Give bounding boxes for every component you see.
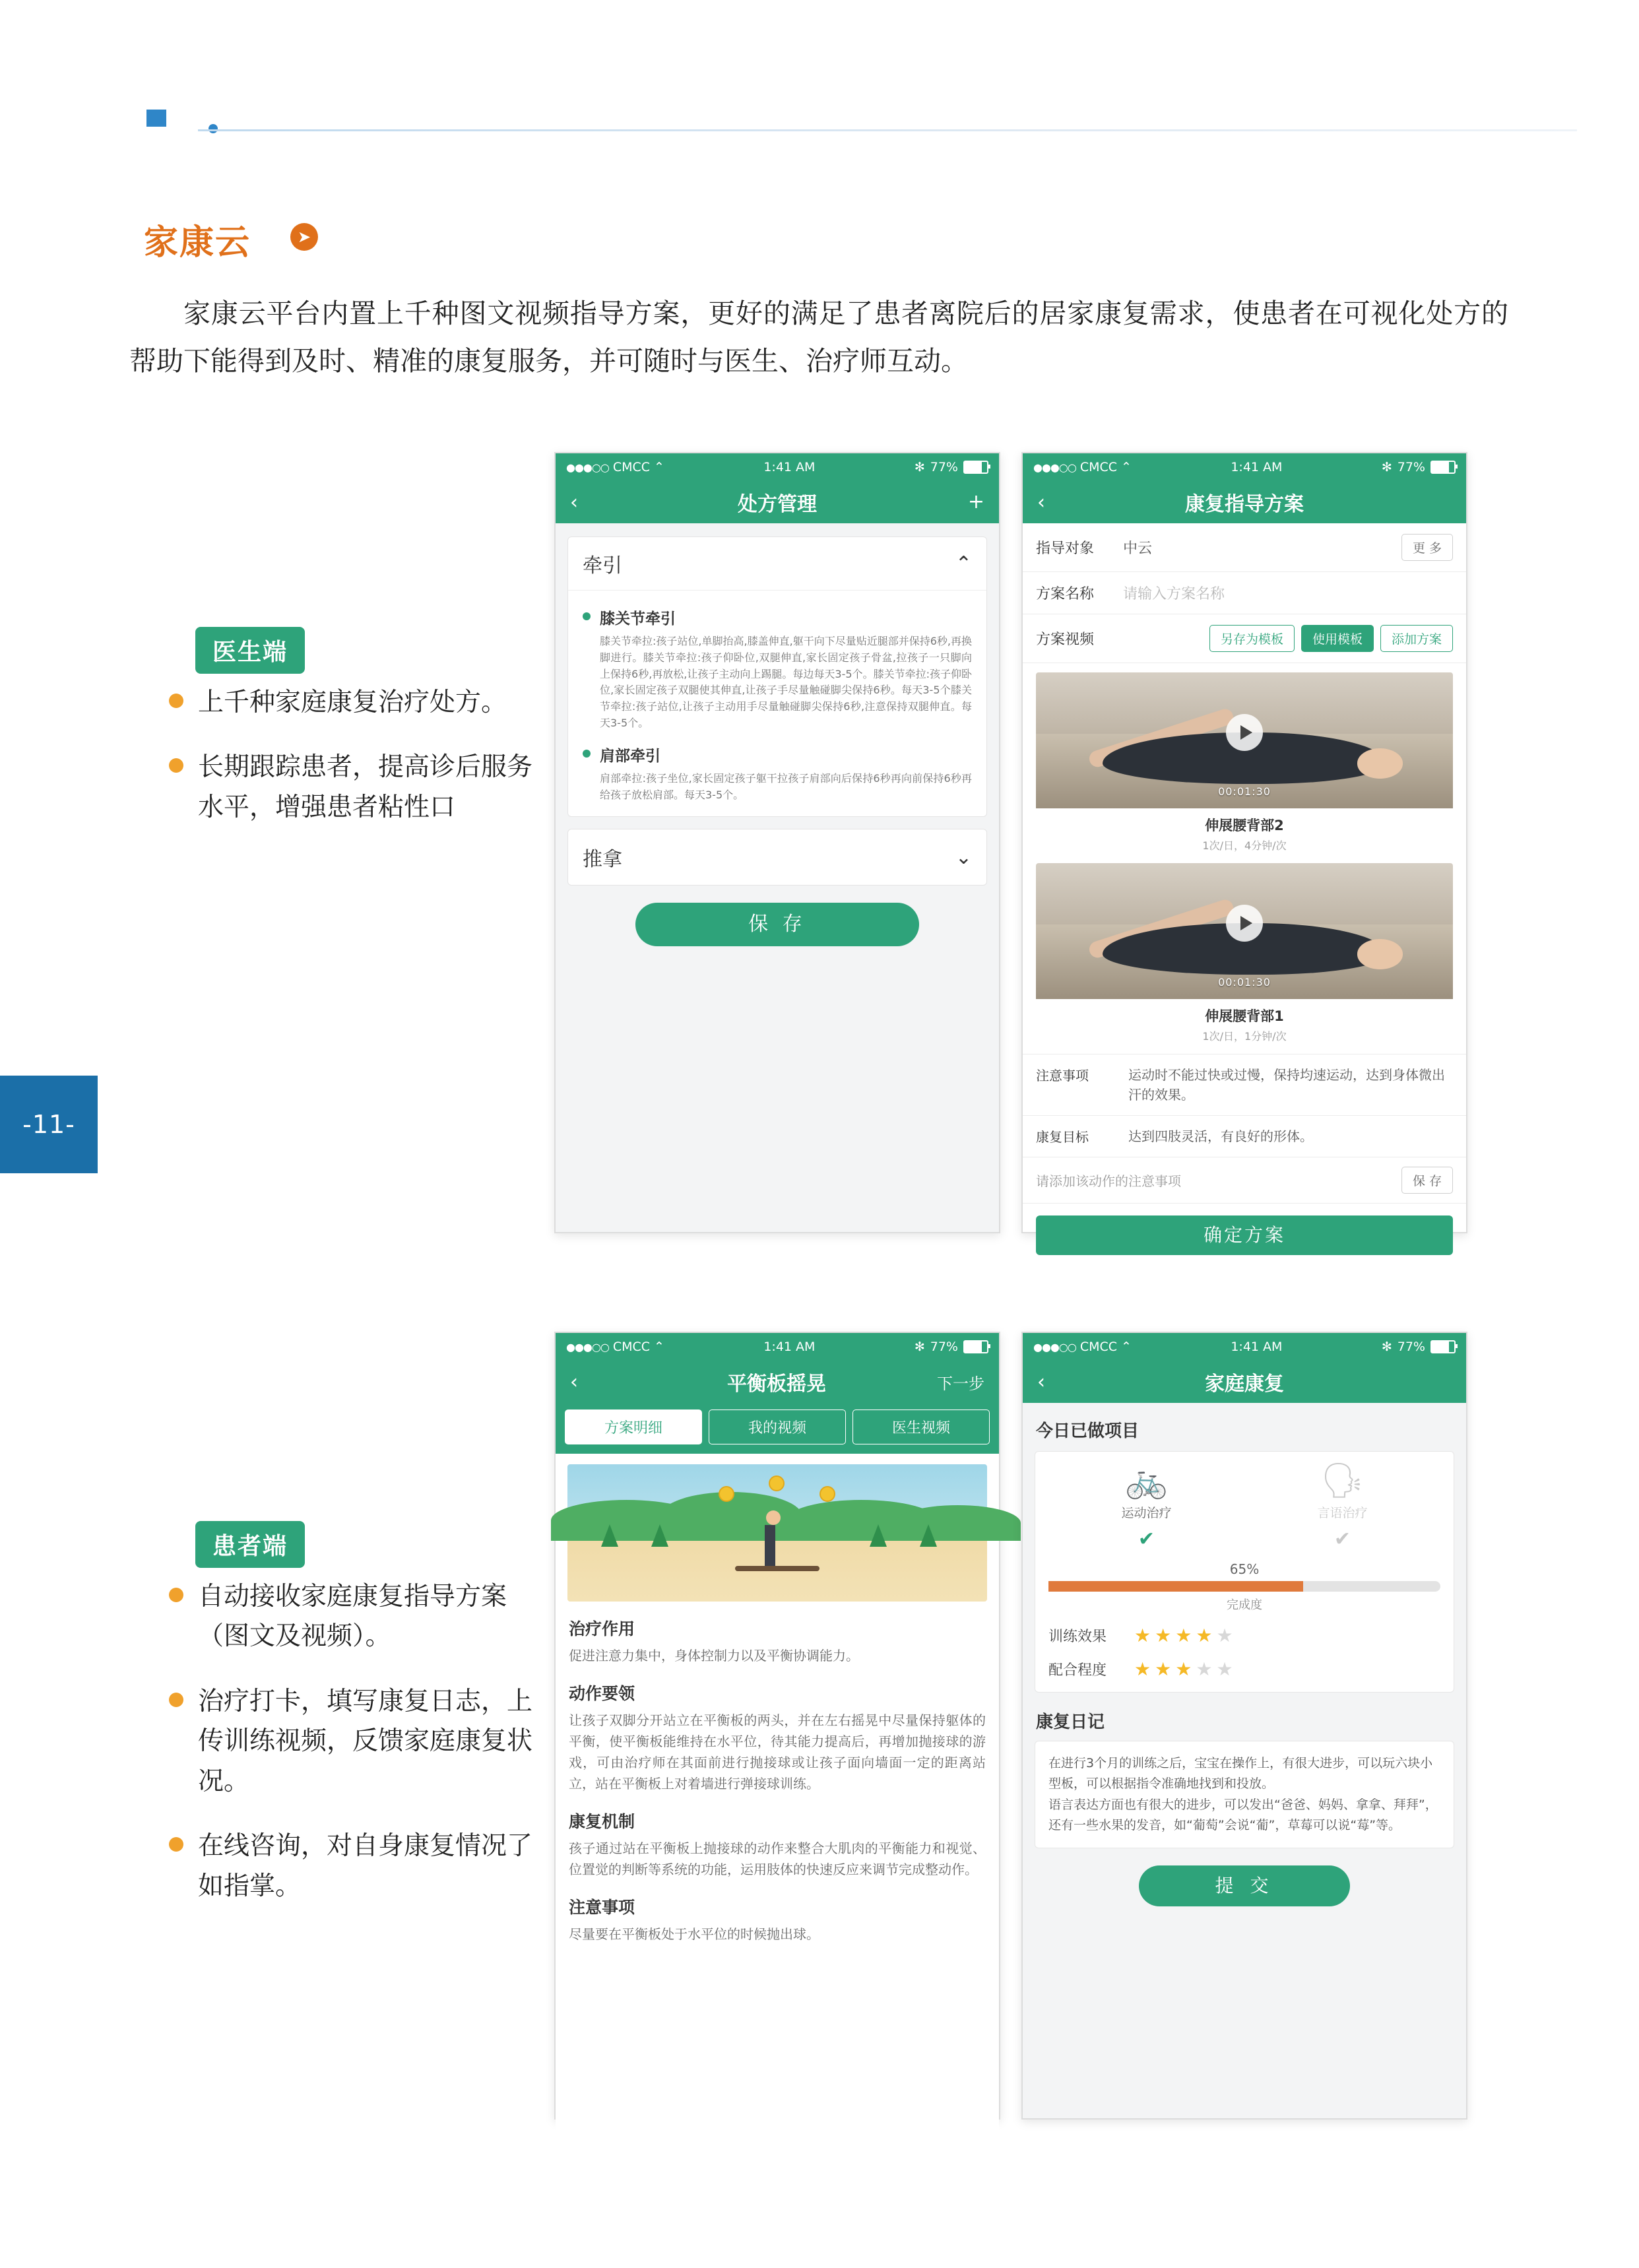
- rating-cooperation[interactable]: [1048, 1658, 1440, 1680]
- top-rule: [198, 129, 1577, 131]
- signal-dots-icon: ●●●○○: [1033, 1340, 1076, 1353]
- goal-label: 康复目标: [1036, 1129, 1089, 1145]
- item-title: 膝关节牵引: [583, 606, 972, 628]
- back-button[interactable]: ‹: [1037, 490, 1045, 514]
- field-value: 中云: [1123, 540, 1153, 557]
- field-label: 指导对象: [1036, 540, 1095, 557]
- add-button[interactable]: +: [967, 490, 984, 513]
- save-as-template-button[interactable]: 另存为模板: [1209, 625, 1295, 652]
- rating-label: 配合程度: [1048, 1662, 1107, 1679]
- nav-title: 家庭康复: [1205, 1373, 1284, 1396]
- item-speech-therapy[interactable]: [1283, 1461, 1402, 1551]
- field-row-plan-name[interactable]: [1023, 572, 1466, 614]
- chevron-up-icon[interactable]: ⌃: [955, 552, 972, 575]
- wifi-icon: ⌃: [654, 460, 664, 474]
- video-thumbnail[interactable]: [1036, 672, 1453, 808]
- phone-screenshot-prescription: [554, 452, 1000, 1233]
- battery-label: 77%: [930, 1340, 958, 1354]
- nav-title: 康复指导方案: [1185, 493, 1304, 516]
- carrier-label: CMCC: [612, 460, 651, 474]
- accordion-header[interactable]: [568, 829, 986, 885]
- next-step-button[interactable]: 下一步: [937, 1374, 984, 1393]
- bluetooth-icon: ✻: [914, 1340, 925, 1354]
- diary-title: 康复日记: [1036, 1712, 1105, 1732]
- field-row-target[interactable]: [1023, 523, 1466, 572]
- intro-paragraph: 家康云平台内置上千种图文视频指导方案，更好的满足了患者离院后的居家康复需求，使患者在可视化处方的帮助下能得到及时、精准的康复服务，并可随时与医生、治疗师互动。: [129, 298, 1508, 377]
- status-bar: [556, 453, 999, 481]
- back-button[interactable]: ‹: [1037, 1370, 1045, 1394]
- carrier-label: CMCC: [1079, 460, 1118, 474]
- wifi-icon: ⌃: [1121, 1340, 1132, 1354]
- nav-bar: [1023, 481, 1466, 523]
- rehab-plan-body: [1023, 523, 1466, 1246]
- battery-icon: [1430, 461, 1456, 474]
- list-item: 长期跟踪患者，提高诊后服务水平，增强患者粘性口: [165, 748, 534, 827]
- home-rehab-body: [1023, 1403, 1466, 2118]
- video-meta: 1次/日，4分钟/次: [1202, 839, 1287, 852]
- notes-value: 运动时不能过快或过慢，保持均速运动，达到身体微出汗的效果。: [1128, 1067, 1445, 1103]
- phone-screenshot-rehab-plan: [1021, 452, 1467, 1246]
- status-time: 1:41 AM: [763, 460, 816, 474]
- tab-bar: [556, 1403, 999, 1454]
- confirm-plan-button[interactable]: 确定方案: [1036, 1215, 1453, 1255]
- page-title: 家康云: [144, 223, 251, 263]
- status-bar: [556, 1333, 999, 1361]
- sections: [556, 1616, 999, 1945]
- use-template-button[interactable]: 使用模板: [1301, 625, 1374, 652]
- field-label: 方案名称: [1036, 586, 1095, 602]
- goal-row: [1023, 1115, 1466, 1157]
- tab-my-video[interactable]: 我的视频: [709, 1409, 846, 1444]
- status-bar: [1023, 1333, 1466, 1361]
- field-label: 方案视频: [1036, 632, 1095, 648]
- section-text: 促进注意力集中，身体控制力以及平衡协调能力。: [569, 1648, 859, 1664]
- prescription-body: [556, 523, 999, 1232]
- wifi-icon: ⌃: [1121, 460, 1132, 474]
- back-button[interactable]: ‹: [570, 490, 578, 514]
- signal-dots-icon: ●●●○○: [566, 461, 609, 474]
- bluetooth-icon: ✻: [1381, 460, 1392, 474]
- add-note-row[interactable]: [1023, 1157, 1466, 1204]
- notes-label: 注意事项: [1036, 1068, 1089, 1084]
- bluetooth-icon: ✻: [1381, 1340, 1392, 1354]
- play-icon[interactable]: [1226, 905, 1263, 942]
- save-button[interactable]: 保 存: [635, 903, 919, 946]
- status-time: 1:41 AM: [1231, 460, 1283, 474]
- back-button[interactable]: ‹: [570, 1370, 578, 1394]
- video-title: 伸展腰背部1: [1205, 1008, 1284, 1024]
- rating-effect[interactable]: [1048, 1625, 1440, 1646]
- video-duration: 00:01:30: [1218, 785, 1271, 798]
- video-meta: 1次/日，1分钟/次: [1202, 1030, 1287, 1043]
- speech-icon: 🗣: [1320, 1461, 1365, 1501]
- top-decoration-dot: [209, 124, 218, 133]
- list-item: 上千种家庭康复治疗处方。: [165, 683, 534, 723]
- video-duration: 00:01:30: [1218, 976, 1271, 988]
- list-item: 治疗打卡，填写康复日志，上传训练视频，反馈家庭康复状况。: [165, 1682, 534, 1801]
- item-label: 言语治疗: [1317, 1506, 1368, 1520]
- balance-board-body: [556, 1464, 999, 2136]
- battery-icon: [963, 461, 988, 474]
- progress-bar: [1048, 1581, 1440, 1592]
- section-text: 孩子通过站在平衡板上抛接球的动作来整合大肌肉的平衡能力和视觉、位置觉的判断等系统的功能，运用肢体的快速反应来调节完成整动作。: [569, 1840, 986, 1877]
- video-thumbnail[interactable]: [1036, 863, 1453, 999]
- status-bar: [1023, 453, 1466, 481]
- item-title: 肩部牵引: [583, 744, 972, 765]
- add-note-input[interactable]: 请添加该动作的注意事项: [1036, 1173, 1181, 1189]
- submit-button[interactable]: 提 交: [1139, 1865, 1350, 1906]
- accordion-header[interactable]: [568, 537, 986, 591]
- plan-name-input[interactable]: 请输入方案名称: [1123, 586, 1225, 602]
- nav-bar: [1023, 1361, 1466, 1403]
- bluetooth-icon: ✻: [914, 460, 925, 474]
- status-time: 1:41 AM: [763, 1340, 816, 1354]
- signal-dots-icon: ●●●○○: [1033, 461, 1076, 474]
- phone-screenshot-balance-board: [554, 1332, 1000, 2120]
- accordion-body: [568, 591, 986, 816]
- rating-stars[interactable]: ★★★★★: [1134, 1658, 1237, 1680]
- top-decoration-square: [146, 110, 166, 127]
- rating-stars[interactable]: ★★★★★: [1134, 1625, 1237, 1646]
- status-time: 1:41 AM: [1231, 1340, 1283, 1354]
- progress-percent: 65%: [1229, 1561, 1260, 1577]
- add-plan-button[interactable]: 添加方案: [1380, 625, 1453, 652]
- nav-title: 处方管理: [738, 493, 817, 516]
- field-row-videos: [1023, 614, 1466, 663]
- progress-caption: 完成度: [1227, 1598, 1262, 1612]
- page-number: -11-: [0, 1076, 98, 1173]
- section-heading: 动作要领: [569, 1684, 635, 1703]
- bicycle-icon: 🚲: [1125, 1461, 1168, 1501]
- goal-value: 达到四肢灵活，有良好的形体。: [1128, 1128, 1313, 1144]
- item-label: 运动治疗: [1121, 1506, 1172, 1520]
- chevron-down-icon[interactable]: ⌄: [955, 845, 972, 869]
- carrier-label: CMCC: [612, 1340, 651, 1354]
- item-text: 肩部牵拉:孩子坐位,家长固定孩子躯干拉孩子肩部向后保持6秒再向前保持6秒再给孩子放松肩部。每天3-5个。: [600, 771, 972, 801]
- play-icon[interactable]: [1226, 714, 1263, 751]
- accordion-massage[interactable]: [567, 829, 987, 886]
- arrow-right-icon: ➤: [290, 223, 318, 251]
- nav-bar: [556, 1361, 999, 1403]
- accordion-title: 牵引: [583, 554, 622, 577]
- doctor-bullet-list: [165, 683, 534, 853]
- battery-label: 77%: [1397, 460, 1425, 474]
- patient-bullet-list: [165, 1577, 534, 1931]
- battery-icon: [963, 1340, 988, 1353]
- nav-bar: [556, 481, 999, 523]
- check-icon: ✔: [1334, 1528, 1351, 1551]
- doctor-side-tag: 医生端: [195, 627, 305, 674]
- carrier-label: CMCC: [1079, 1340, 1118, 1354]
- wifi-icon: ⌃: [654, 1340, 664, 1354]
- accordion-traction[interactable]: [567, 536, 987, 817]
- phone-screenshot-home-rehab: [1021, 1332, 1467, 2120]
- accordion-title: 推拿: [583, 848, 622, 872]
- more-button[interactable]: 更 多: [1401, 534, 1453, 561]
- section-heading: 治疗作用: [569, 1619, 635, 1638]
- signal-dots-icon: ●●●○○: [566, 1340, 609, 1353]
- section-heading: 注意事项: [569, 1898, 635, 1917]
- battery-label: 77%: [930, 460, 958, 474]
- rating-label: 训练效果: [1048, 1629, 1107, 1645]
- patient-side-tag: 患者端: [195, 1521, 305, 1568]
- today-items: [1048, 1461, 1440, 1551]
- notes-row: [1023, 1054, 1466, 1115]
- check-icon: ✔: [1138, 1528, 1155, 1551]
- section-text: 让孩子双脚分开站立在平衡板的两头，并在左右摇晃中尽量保持躯体的平衡，使平衡板能维持在水平位，待其能力提高后，再增加抛接球的游戏，可由治疗师在其面前进行抛接球或让孩子面向墙面一定的距离站立，站在平衡板上对着墙进行弹接球训练。: [569, 1712, 986, 1792]
- save-note-button[interactable]: 保 存: [1401, 1167, 1453, 1194]
- nav-title: 平衡板摇晃: [727, 1373, 826, 1396]
- item-text: 膝关节牵拉:孩子站位,单脚抬高,膝盖伸直,躯干向下尽量贴近腿部并保持6秒,再换脚进行。膝关节牵拉:孩子仰卧位,双腿伸直,家长固定孩子骨盆,拉孩子一只脚向上保持6秒,再放松,让孩子主动向上踢腿。每边每天3-5个。膝关节牵拉:孩子仰卧位,家长固定孩子双腿使其伸直,让孩子手尽量触碰脚尖保持6秒。每天3-5个膝关节牵拉:孩子站位,让孩子主动用手尽量触碰脚尖保持6秒,注意保持双腿伸直。每天3-5个。: [600, 635, 972, 729]
- today-title: 今日已做项目: [1036, 1421, 1140, 1441]
- tab-plan-detail[interactable]: 方案明细: [565, 1409, 702, 1444]
- list-item: 在线咨询，对自身康复情况了如指掌。: [165, 1827, 534, 1906]
- illustration: [567, 1464, 987, 1602]
- diary-text[interactable]: 在进行3个月的训练之后，宝宝在操作上，有很大进步，可以玩六块小型板，可以根据指令准确地找到和投放。 语言表达方面也有很大的进步，可以发出“爸爸、妈妈、拿拿、拜拜”，还有一些水果的发音，如“葡萄”会说“葡”，草莓可以说“莓”等。: [1035, 1741, 1454, 1848]
- section-heading: 康复机制: [569, 1812, 635, 1831]
- video-title: 伸展腰背部2: [1205, 818, 1284, 833]
- list-item: 自动接收家庭康复指导方案（图文及视频）。: [165, 1577, 534, 1657]
- section-text: 尽量要在平衡板处于水平位的时候抛出球。: [569, 1926, 820, 1942]
- item-exercise-therapy[interactable]: [1087, 1461, 1206, 1551]
- today-panel: [1035, 1451, 1454, 1693]
- battery-icon: [1430, 1340, 1456, 1353]
- tab-doctor-video[interactable]: 医生视频: [852, 1409, 990, 1444]
- battery-label: 77%: [1397, 1340, 1425, 1354]
